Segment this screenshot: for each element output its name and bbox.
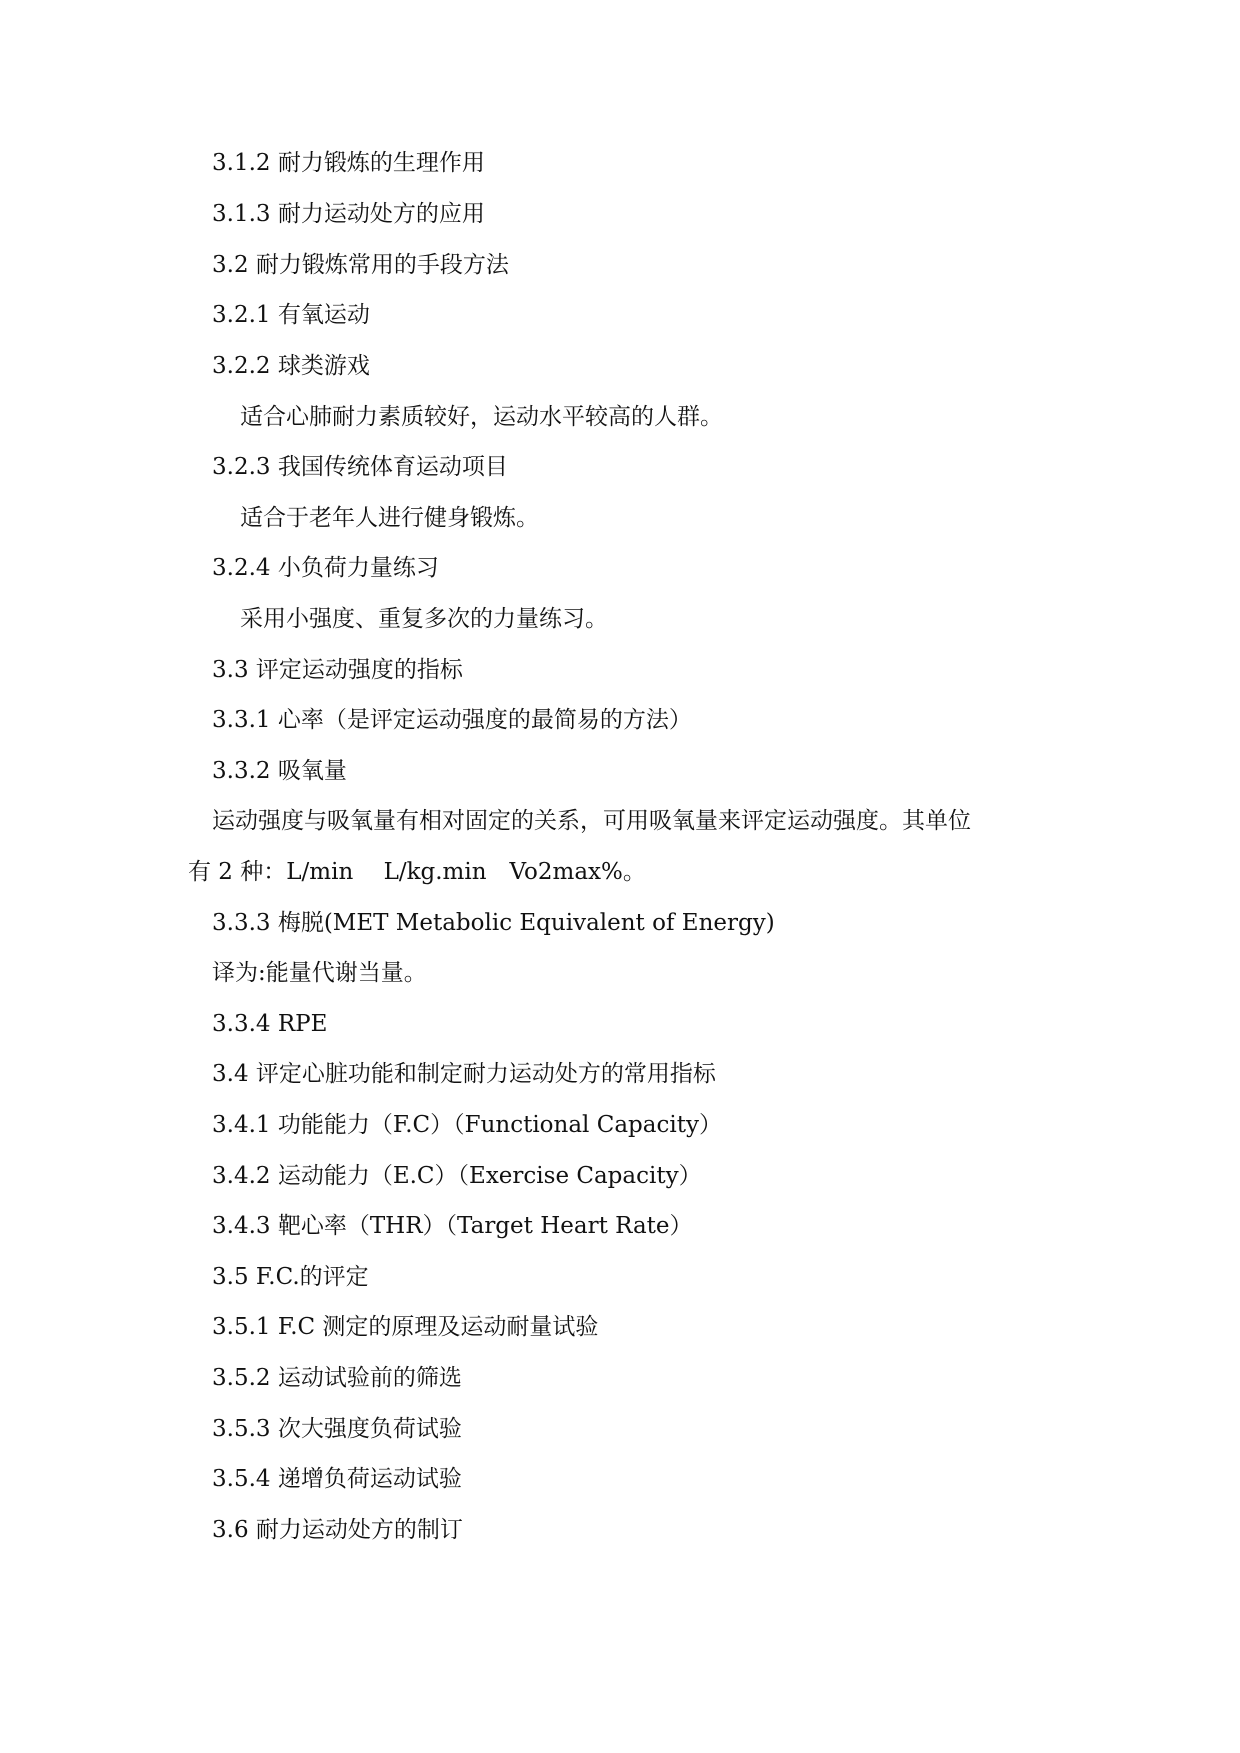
- body-text-oxygen-uptake: 运动强度与吸氧量有相对固定的关系，可用吸氧量来评定运动强度。其单位: [212, 808, 971, 834]
- heading-3-3-4: 3.3.4 RPE: [212, 1011, 328, 1037]
- heading-3-2-3: 3.2.3 我国传统体育运动项目: [212, 454, 508, 480]
- heading-3-2-1: 3.2.1 有氧运动: [212, 302, 370, 328]
- heading-3-3-3: 3.3.3 梅脱(MET Metabolic Equivalent of Energy): [212, 910, 775, 936]
- body-text-strength-training: 采用小强度、重复多次的力量练习。: [240, 606, 608, 632]
- heading-3-3: 3.3 评定运动强度的指标: [212, 657, 463, 683]
- heading-3-3-2: 3.3.2 吸氧量: [212, 758, 347, 784]
- heading-3-4-2: 3.4.2 运动能力（E.C）（Exercise Capacity）: [212, 1163, 702, 1189]
- heading-3-1-2: 3.1.2 耐力锻炼的生理作用: [212, 150, 485, 176]
- heading-3-5-1: 3.5.1 F.C 测定的原理及运动耐量试验: [212, 1314, 599, 1340]
- heading-3-5-4: 3.5.4 递增负荷运动试验: [212, 1466, 462, 1492]
- heading-3-2-2: 3.2.2 球类游戏: [212, 353, 370, 379]
- body-text-traditional-sports: 适合于老年人进行健身锻炼。: [240, 505, 539, 531]
- heading-3-4-1: 3.4.1 功能能力（F.C）（Functional Capacity）: [212, 1112, 722, 1138]
- heading-3-6: 3.6 耐力运动处方的制订: [212, 1517, 463, 1543]
- heading-3-4-3: 3.4.3 靶心率（THR）（Target Heart Rate）: [212, 1213, 693, 1239]
- heading-3-4: 3.4 评定心脏功能和制定耐力运动处方的常用指标: [212, 1061, 716, 1087]
- heading-3-2: 3.2 耐力锻炼常用的手段方法: [212, 252, 509, 278]
- heading-3-5-2: 3.5.2 运动试验前的筛选: [212, 1365, 462, 1391]
- heading-3-3-1: 3.3.1 心率（是评定运动强度的最简易的方法）: [212, 707, 692, 733]
- body-text-ball-games: 适合心肺耐力素质较好，运动水平较高的人群。: [240, 404, 723, 430]
- heading-3-2-4: 3.2.4 小负荷力量练习: [212, 555, 439, 581]
- body-text-met-translation: 译为:能量代谢当量。: [212, 960, 427, 986]
- heading-3-5: 3.5 F.C.的评定: [212, 1264, 369, 1290]
- body-text-units: 有 2 种：L/min L/kg.min Vo2max%。: [188, 859, 646, 885]
- heading-3-5-3: 3.5.3 次大强度负荷试验: [212, 1416, 462, 1442]
- heading-3-1-3: 3.1.3 耐力运动处方的应用: [212, 201, 485, 227]
